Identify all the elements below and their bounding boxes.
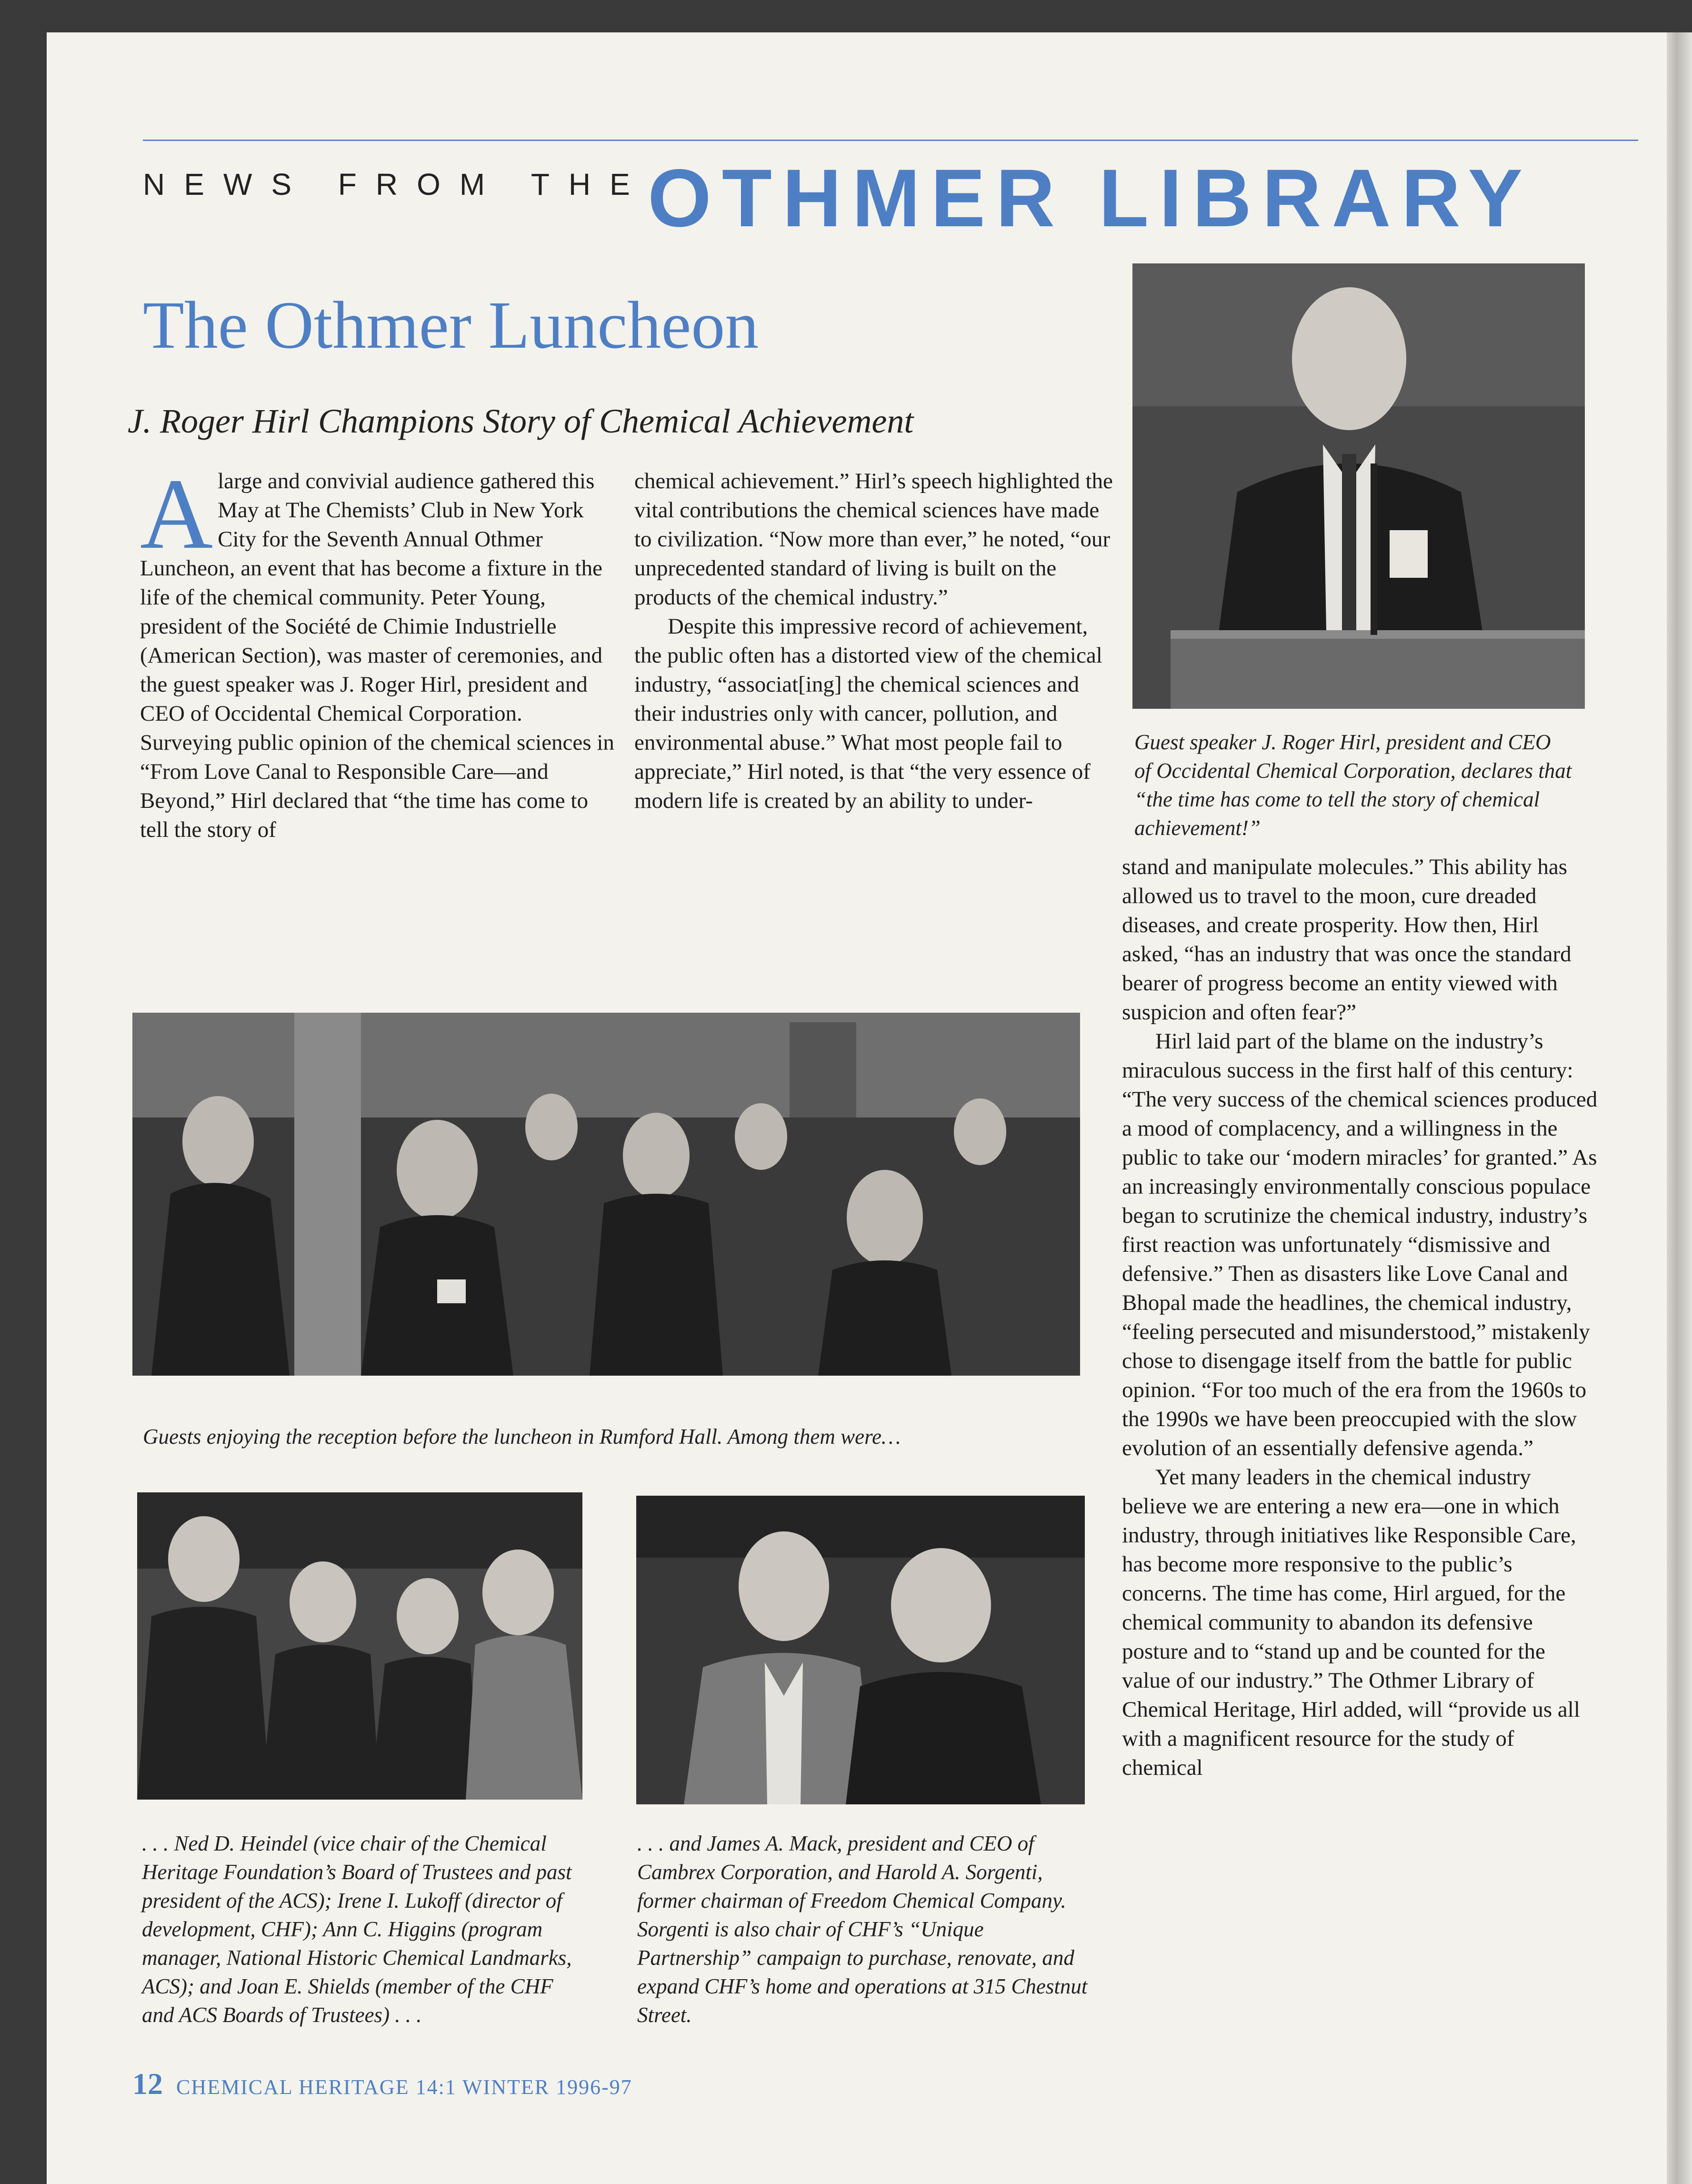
column-2-paragraph-1: chemical achievement.” Hirl’s speech highlighted the vital contributions the chemical sciences have made to civilization. “Now more than ever,” he noted, “our unprecedented standard of living is built on the products of the chemical industry.” <box>634 469 1113 610</box>
column-2-paragraph-2: Despite this impressive record of achievement, the public often has a distorted view of the chemical industry, “associat[ing] the chemical sciences and their industries only with cancer, pollution, and environmental abuse.” What most people fail to appreciate,” Hirl noted, is that “the very essence of modern life is created by an ability to under- <box>634 614 1102 813</box>
column-3-paragraph-3: Yet many leaders in the chemical industry believe we are entering a new era—one in which industry, through initiatives like Responsible Care, has become more responsive to the public’s concerns. The time has come, Hirl argued, for the chemical community to abandon its defensive posture and to “stand up and be counted for the value of our industry.” The Othmer Library of Chemical Heritage, Hirl added, will “provide us all with a magnificent resource for the study of chemical <box>1122 1465 1580 1780</box>
masthead-title: OTHMER LIBRARY <box>648 152 1533 244</box>
reception-photo-caption: Guests enjoying the reception before the luncheon in Rumford Hall. Among them were… <box>143 1425 901 1449</box>
column-1-text: large and convivial audience gathered this May at The Chemists’ Club in New York City for the Seventh Annual Othmer Luncheon, an event that has become a fixture in the life of the chemical community. Peter Young, president of the Société de Chimie Industrielle (American Section), was master of ceremonies, and the guest speaker was J. Roger Hirl, president and CEO of Occidental Chemical Corporation. Surveying public opinion of the chemical sciences in “From Love Canal to Responsible Care—and Beyond,” Hirl declared that “the time has come to tell the story of <box>140 469 614 842</box>
article-subtitle: J. Roger Hirl Champions Story of Chemical Achievement <box>128 402 914 440</box>
reception-photo <box>132 1013 1080 1376</box>
speaker-photo <box>1132 263 1585 709</box>
article-column-3 <box>1122 853 1598 1782</box>
publication-line: CHEMICAL HERITAGE 14:1 WINTER 1996-97 <box>176 2075 632 2099</box>
group-photo-right-caption: . . . and James A. Mack, president and CEO of Cambrex Corporation, and Harold A. Sorgenti, former chairman of Freedom Chemical Company. Sorgenti is also chair of CHF’s “Unique Partnership” campaign to purchase, renovate, and expand CHF’s home and operations at 315 Chestnut Street. <box>637 1832 1088 2027</box>
group-photo-right <box>636 1496 1085 1804</box>
masthead-prefix: NEWS FROM THE <box>143 167 649 201</box>
article-column-1 <box>140 458 616 845</box>
column-3-paragraph-1: stand and manipulate molecules.” This ability has allowed us to travel to the moon, cure dreaded diseases, and create prosperity. How then, Hirl asked, “has an industry that was once the standard bearer of progress become an entity viewed with suspicion and often fear?” <box>1122 855 1572 1025</box>
masthead-rule <box>143 140 1638 141</box>
page-number: 12 <box>132 2067 163 2101</box>
group-photo-left <box>137 1492 582 1800</box>
page-edge <box>1667 32 1692 2184</box>
magazine-page <box>47 32 1675 2184</box>
article-title: The Othmer Luncheon <box>143 287 759 362</box>
page-footer <box>132 2066 632 2102</box>
article-column-2 <box>634 467 1120 815</box>
group-photo-left-caption: . . . Ned D. Heindel (vice chair of the Chemical Heritage Foundation’s Board of Trustees and past president of the ACS); Irene I. Lukoff (director of development, CHF); Ann C. Higgins (program manager, National Historic Chemical Landmarks, ACS); and Joan E. Shields (member of the CHF and ACS Boards of Trustees) . . . <box>142 1832 572 2027</box>
column-3-paragraph-2: Hirl laid part of the blame on the industry’s miraculous success in the first half of this century: “The very success of the chemical sciences produced a mood of complacency, and a willingness in the public to take our ‘modern miracles’ for granted.” As an increasingly environmentally conscious populace began to scrutinize the chemical industry, industry’s first reaction was unfortunately “dismissive and defensive.” Then as disasters like Love Canal and Bhopal made the headlines, the chemical industry, “feeling persecuted and misunderstood,” mistakenly chose to disengage itself from the battle for public opinion. “For too much of the era from the 1960s to the 1990s we have been preoccupied with the slow evolution of an essentially defensive agenda.” <box>1122 1029 1598 1460</box>
speaker-photo-caption: Guest speaker J. Roger Hirl, president and CEO of Occidental Chemical Corporation, declares that “the time has come to tell the story of chemical achievement!” <box>1134 730 1572 840</box>
drop-cap: A <box>140 458 213 570</box>
